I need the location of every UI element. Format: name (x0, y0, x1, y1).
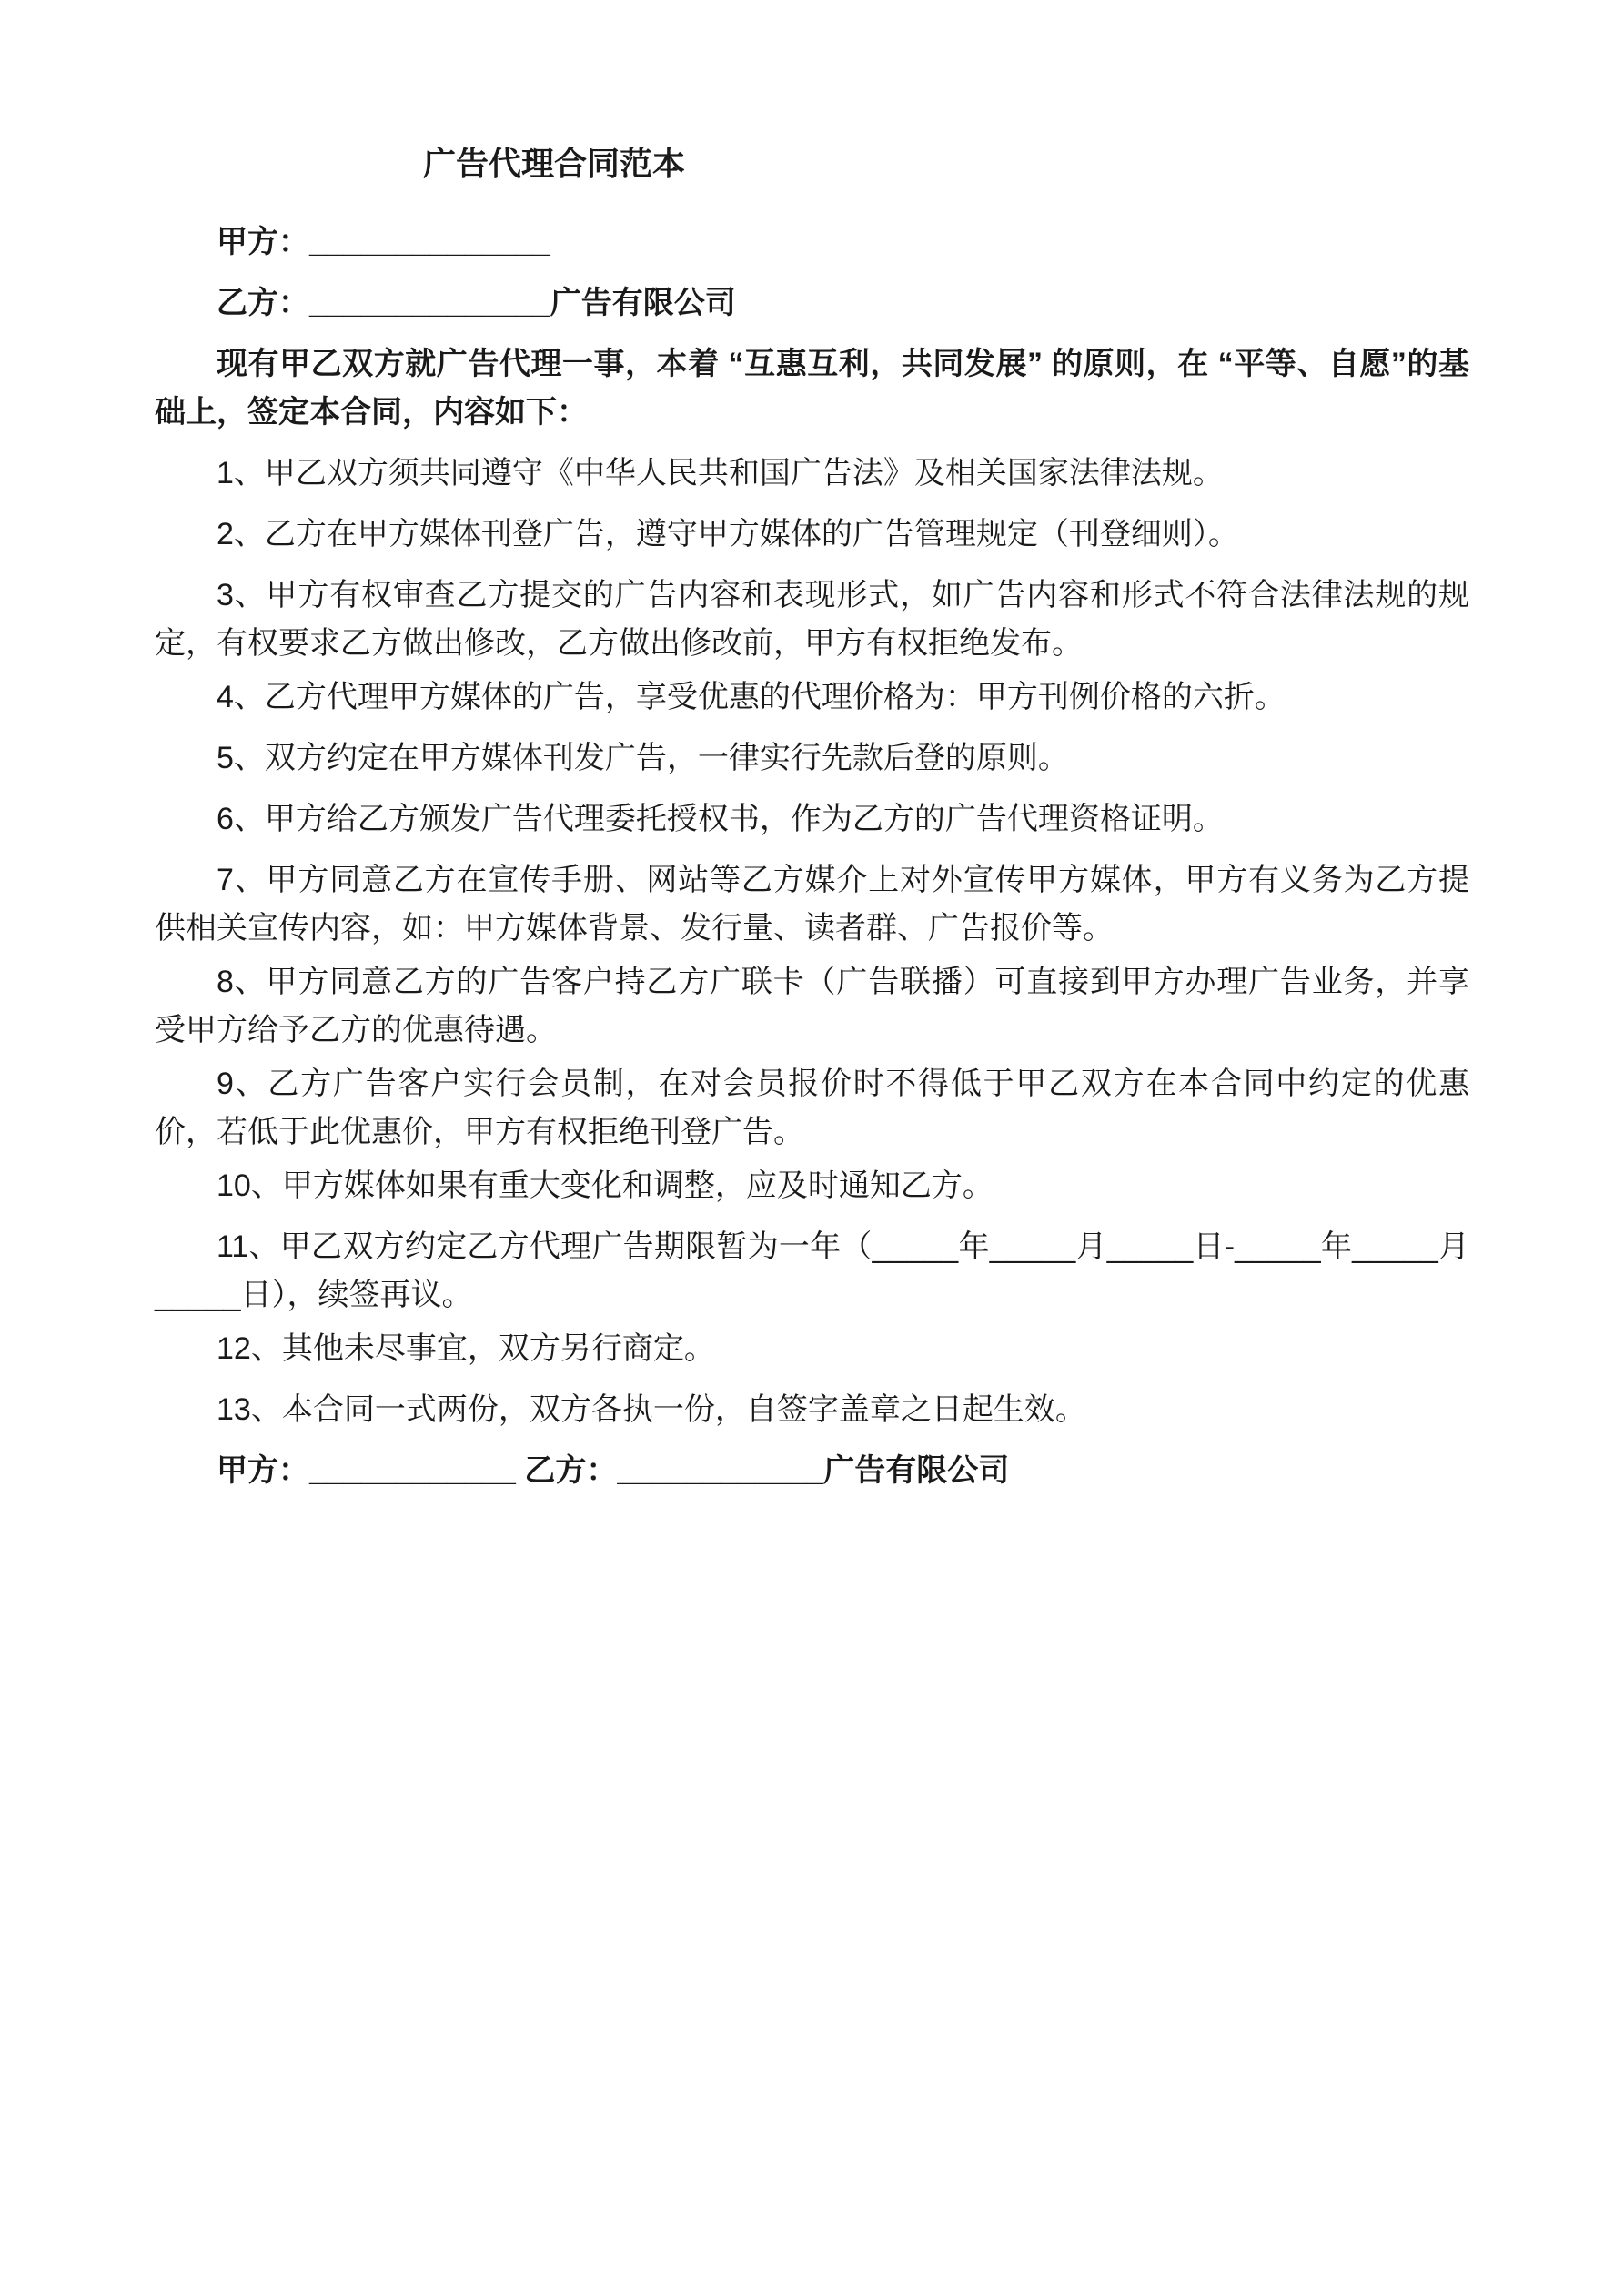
clause-4: 4、乙方代理甲方媒体的广告，享受优惠的代理价格为：甲方刊例价格的六折。 (217, 680, 1286, 714)
clause-2: 2、乙方在甲方媒体刊登广告，遵守甲方媒体的广告管理规定（刊登细则）。 (217, 517, 1239, 551)
clause-11: 11、甲乙双方约定乙方代理广告期限暂为一年（_____年_____月_____日-_____年_____月_____日），续签再议。 (155, 1229, 1469, 1312)
clause-7: 7、甲方同意乙方在宣传手册、网站等乙方媒介上对外宣传甲方媒体，甲方有义务为乙方提供相关宣传内容，如：甲方媒体背景、发行量、读者群、广告报价等。 (155, 863, 1469, 946)
document-title: 广告代理合同范本 (423, 145, 686, 182)
clause-12: 12、其他未尽事宜，双方另行商定。 (217, 1331, 715, 1366)
party-a-line: 甲方：______________ (217, 225, 550, 259)
party-b-line: 乙方：______________广告有限公司 (217, 286, 736, 320)
clause-8: 8、甲方同意乙方的广告客户持乙方广联卡（广告联播）可直接到甲方办理广告业务，并享受甲方给予乙方的优惠待遇。 (155, 965, 1469, 1047)
clause-13: 13、本合同一式两份，双方各执一份，自签字盖章之日起生效。 (217, 1392, 1086, 1427)
clause-5: 5、双方约定在甲方媒体刊发广告，一律实行先款后登的原则。 (217, 741, 1069, 775)
signature-line: 甲方：____________ 乙方：____________广告有限公司 (217, 1453, 1010, 1488)
clause-10: 10、甲方媒体如果有重大变化和调整，应及时通知乙方。 (217, 1168, 994, 1203)
clause-1: 1、甲乙双方须共同遵守《中华人民共和国广告法》及相关国家法律法规。 (217, 456, 1224, 491)
clause-6: 6、甲方给乙方颁发广告代理委托授权书，作为乙方的广告代理资格证明。 (217, 802, 1224, 836)
clause-9: 9、乙方广告客户实行会员制，在对会员报价时不得低于甲乙双方在本合同中约定的优惠价，若低于此优惠价，甲方有权拒绝刊登广告。 (155, 1067, 1469, 1149)
intro-paragraph: 现有甲乙双方就广告代理一事，本着 “互惠互利，共同发展” 的原则，在 “平等、自愿”的基础上，签定本合同，内容如下： (155, 347, 1469, 430)
clause-3: 3、甲方有权审查乙方提交的广告内容和表现形式，如广告内容和形式不符合法律法规的规定，有权要求乙方做出修改，乙方做出修改前，甲方有权拒绝发布。 (155, 578, 1469, 661)
